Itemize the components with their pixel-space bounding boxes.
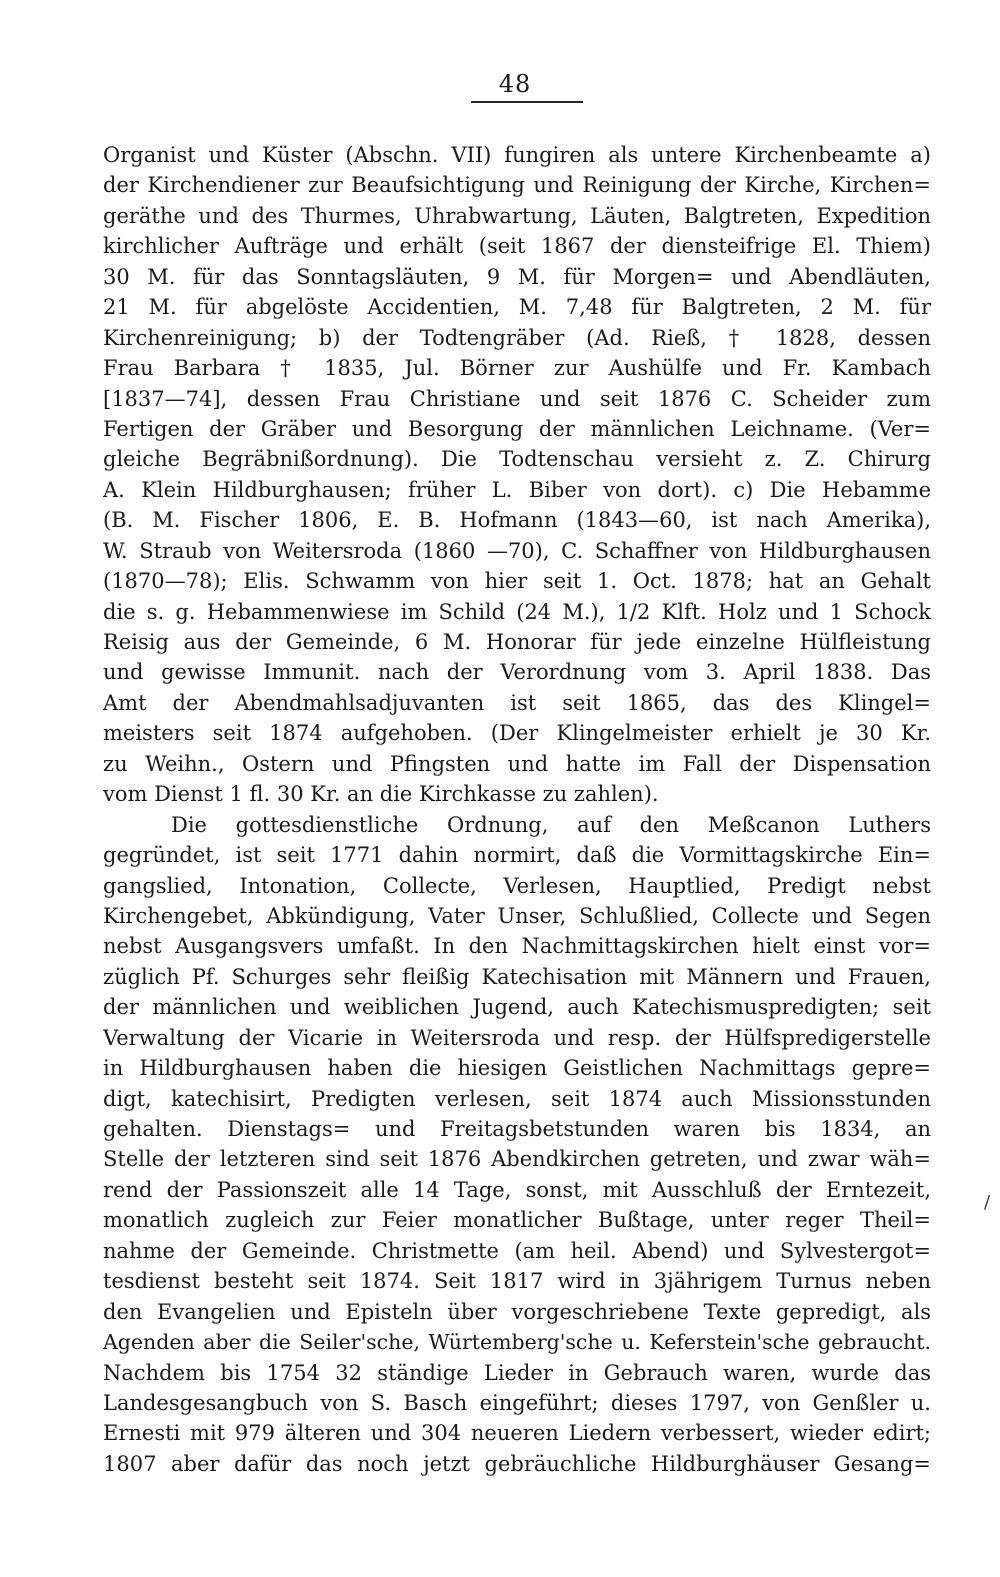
- text-line: Agenden aber die Seiler'sche, Würtemberg'sche u. Keferstein'sche gebraucht.: [103, 1330, 931, 1355]
- text-line: gleiche Begräbnißordnung). Die Todtenschau versieht z. Z. Chirurg: [103, 447, 931, 472]
- text-line: nahme der Gemeinde. Christmette (am heil. Abend) und Sylvestergot=: [103, 1238, 931, 1263]
- text-line: kirchlicher Aufträge und erhält (seit 1867 der diensteifrige El. Thiem): [103, 234, 931, 259]
- text-line: der männlichen und weiblichen Jugend, auch Katechismuspredigten; seit: [103, 995, 931, 1020]
- text-line: Kirchenreinigung; b) der Todtengräber (Ad. Rieß, † 1828, dessen: [103, 325, 931, 350]
- text-line: W. Straub von Weitersroda (1860 —70), C. Schaffner von Hildburghausen: [103, 538, 931, 563]
- text-line: 1807 aber dafür das noch jetzt gebräuchliche Hildburghäuser Gesang=: [103, 1451, 931, 1476]
- text-line: Ernesti mit 979 älteren und 304 neueren Liedern verbessert, wieder edirt;: [103, 1421, 931, 1446]
- text-line: Amt der Abendmahlsadjuvanten ist seit 1865, das des Klingel=: [103, 690, 931, 715]
- text-line: A. Klein Hildburghausen; früher L. Biber von dort). c) Die Hebamme: [103, 477, 931, 502]
- body-text: [103, 140, 931, 1479]
- text-line: Frau Barbara † 1835, Jul. Börner zur Aushülfe und Fr. Kambach: [103, 356, 931, 381]
- text-line: tesdienst besteht seit 1874. Seit 1817 wird in 3jährigem Turnus neben: [103, 1269, 931, 1294]
- text-line: [1837—74], dessen Frau Christiane und seit 1876 C. Scheider zum: [103, 386, 931, 411]
- text-line: geräthe und des Thurmes, Uhrabwartung, Läuten, Balgtreten, Expedition: [103, 203, 931, 228]
- text-line: 30 M. für das Sonntagsläuten, 9 M. für Morgen= und Abendläuten,: [103, 264, 931, 289]
- text-line: vom Dienst 1 fl. 30 Kr. an die Kirchkasse zu zahlen).: [103, 782, 659, 807]
- text-line: Nachdem bis 1754 32 ständige Lieder in Gebrauch waren, wurde das: [103, 1360, 931, 1385]
- text-line: (B. M. Fischer 1806, E. B. Hofmann (1843—60, ist nach Amerika),: [103, 508, 931, 533]
- text-line: Verwaltung der Vicarie in Weitersroda und resp. der Hülfspredigerstelle: [103, 1025, 931, 1050]
- paragraph-start-line: Die gottesdienstliche Ordnung, auf den Meßcanon Luthers: [171, 812, 931, 837]
- margin-mark: /: [984, 1192, 991, 1213]
- text-line: Reisig aus der Gemeinde, 6 M. Honorar für jede einzelne Hülfleistung: [103, 630, 931, 654]
- text-line: Stelle der letzteren sind seit 1876 Abendkirchen getreten, und zwar wäh=: [103, 1147, 931, 1172]
- text-line: Kirchengebet, Abkündigung, Vater Unser, Schlußlied, Collecte und Segen: [103, 903, 931, 928]
- text-line: den Evangelien und Episteln über vorgeschriebene Texte gepredigt, als: [103, 1299, 931, 1324]
- text-line: gehalten. Dienstags= und Freitagsbetstunden waren bis 1834, an: [103, 1117, 931, 1141]
- text-line: Organist und Küster (Abschn. VII) fungiren als untere Kirchenbeamte a): [103, 143, 931, 167]
- text-line: und gewisse Immunit. nach der Verordnung vom 3. April 1838. Das: [103, 660, 931, 685]
- text-line: nebst Ausgangsvers umfaßt. In den Nachmittagskirchen hielt einst vor=: [103, 934, 931, 959]
- text-line: gegründet, ist seit 1771 dahin normirt, daß die Vormittagskirche Ein=: [103, 843, 931, 868]
- text-line: digt, katechisirt, Predigten verlesen, seit 1874 auch Missionsstunden: [103, 1086, 931, 1111]
- text-line: meisters seit 1874 aufgehoben. (Der Klingelmeister erhielt je 30 Kr.: [103, 721, 931, 746]
- text-line: Fertigen der Gräber und Besorgung der männlichen Leichname. (Ver=: [103, 416, 931, 441]
- text-line: der Kirchendiener zur Beaufsichtigung und Reinigung der Kirche, Kirchen=: [103, 173, 931, 198]
- text-line: rend der Passionszeit alle 14 Tage, sonst, mit Ausschluß der Erntezeit,: [103, 1177, 931, 1202]
- text-line: Landesgesangbuch von S. Basch eingeführt; dieses 1797, von Genßler u.: [103, 1390, 931, 1415]
- text-line: die s. g. Hebammenwiese im Schild (24 M.), 1/2 Klft. Holz und 1 Schock: [103, 599, 931, 624]
- text-line: züglich Pf. Schurges sehr fleißig Katechisation mit Männern und Frauen,: [103, 964, 931, 989]
- page-number: 48: [498, 70, 532, 98]
- text-line: monatlich zugleich zur Feier monatlicher Bußtage, unter reger Theil=: [103, 1208, 931, 1233]
- header-rule: [471, 101, 583, 103]
- text-line: (1870—78); Elis. Schwamm von hier seit 1. Oct. 1878; hat an Gehalt: [103, 569, 931, 594]
- text-line: 21 M. für abgelöste Accidentien, M. 7,48 für Balgtreten, 2 M. für: [103, 295, 931, 320]
- text-line: in Hildburghausen haben die hiesigen Geistlichen Nachmittags gepre=: [103, 1056, 931, 1081]
- text-line: zu Weihn., Ostern und Pfingsten und hatte im Fall der Dispensation: [103, 751, 931, 776]
- text-line: gangslied, Intonation, Collecte, Verlesen, Hauptlied, Predigt nebst: [103, 873, 931, 898]
